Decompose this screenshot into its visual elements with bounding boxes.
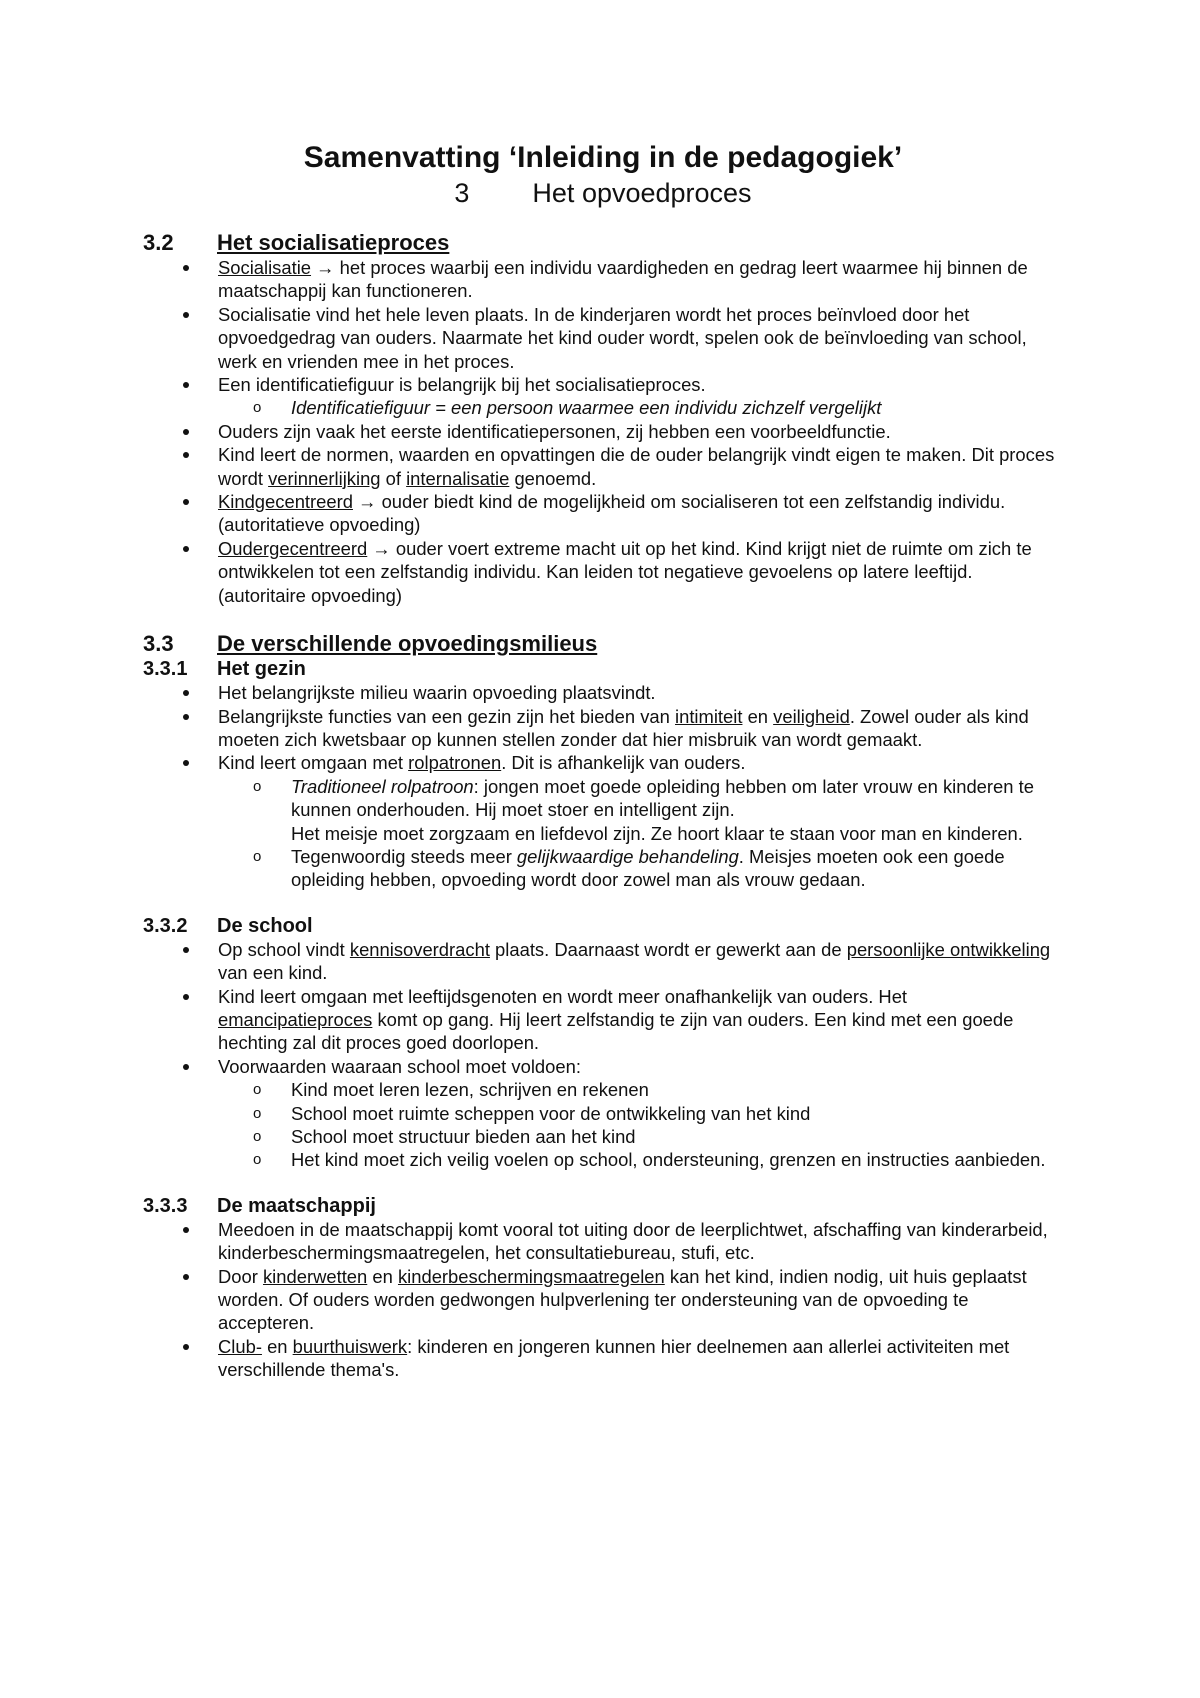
sub-list: [218, 1078, 1063, 1172]
list-item: Ouders zijn vaak het eerste identificatiepersonen, zij hebben een voorbeeldfunctie.: [143, 420, 1063, 443]
spacer: [143, 1172, 1063, 1194]
bullet-dot-icon: [183, 1344, 189, 1350]
bullet-list: [143, 1218, 1063, 1382]
sub-list-item: o Tegenwoordig steeds meer gelijkwaardige behandeling. Meisjes moeten ook een goede opleiding hebben, opvoeding wordt door zowel man als vrouw gedaan.: [253, 845, 1005, 891]
list-item: Oudergecentreerd → ouder voert extreme macht uit op het kind. Kind krijgt niet de ruimte om zich te ontwikkelen tot een zelfstandig individu. Kan leiden tot negatieve gevoelens op latere leeftijd. (autoritaire opvoeding): [143, 537, 1063, 607]
subsection-number: 3.3.3: [143, 1194, 188, 1217]
bullet-dot-icon: [183, 1227, 189, 1233]
bullet-dot-icon: [183, 1064, 189, 1070]
section-number: 3.3: [143, 631, 174, 657]
sub-list-item: o School moet structuur bieden aan het kind: [253, 1126, 636, 1147]
subsection-title: Het gezin: [217, 658, 306, 681]
list-item: Club- en buurthuiswerk: kinderen en jongeren kunnen hier deelnemen aan allerlei activiteiten met verschillende thema's.: [143, 1335, 1063, 1382]
bullet-list: [143, 681, 1063, 892]
section-number: 3.2: [143, 230, 174, 255]
list-item: Meedoen in de maatschappij komt vooral tot uiting door de leerplichtwet, afschaffing van kinderarbeid, kinderbeschermingsmaatregelen, het consultatiebureau, stufi, etc.: [143, 1218, 1063, 1265]
list-item: Kind leert de normen, waarden en opvattingen die de ouder belangrijk vindt eigen te maken. Dit proces wordt verinnerlijking of internalisatie genoemd.: [143, 443, 1063, 490]
list-item: Kind leert omgaan met leeftijdsgenoten en wordt meer onafhankelijk van ouders. Het emancipatieproces komt op gang. Hij leert zelfstandig te zijn van ouders. Een kind met een goede hechting zal dit proces goed doorlopen.: [143, 985, 1063, 1055]
section-heading-3-3: [143, 631, 1063, 657]
bullet-dot-icon: [183, 265, 189, 271]
sub-list-item: o School moet ruimte scheppen voor de ontwikkeling van het kind: [253, 1102, 811, 1124]
subsection-heading-3-3-2: [143, 914, 1063, 938]
sub-list-item: o Kind moet leren lezen, schrijven en rekenen: [253, 1079, 649, 1101]
sub-list: [218, 775, 1063, 892]
list-item: Het belangrijkste milieu waarin opvoeding plaatsvindt.: [143, 681, 1063, 704]
circle-bullet-icon: o: [253, 1081, 262, 1099]
section-heading-3-2: [143, 230, 1063, 256]
list-item: Socialisatie → het proces waarbij een individu vaardigheden en gedrag leert waarmee hij binnen de maatschappij kan functioneren.: [143, 256, 1063, 303]
circle-bullet-icon: o: [253, 777, 262, 795]
bullet-dot-icon: [183, 382, 189, 388]
circle-bullet-icon: o: [253, 1151, 262, 1169]
spacer: [143, 892, 1063, 914]
bullet-dot-icon: [183, 1274, 189, 1280]
section-title: Het socialisatieproces: [217, 230, 450, 255]
chapter-heading: [143, 176, 1063, 210]
bullet-dot-icon: [183, 714, 189, 720]
sub-list-item: o Identificatiefiguur = een persoon waarmee een individu zichzelf vergelijkt: [253, 397, 882, 419]
document-page: [143, 140, 1063, 1382]
bullet-dot-icon: [183, 994, 189, 1000]
subsection-title: De maatschappij: [217, 1194, 376, 1217]
list-item: Op school vindt kennisoverdracht plaats. Daarnaast wordt er gewerkt aan de persoonlijke ontwikkeling van een kind.: [143, 938, 1063, 985]
document-title: Samenvatting ‘Inleiding in de pedagogiek’: [303, 141, 903, 174]
circle-bullet-icon: o: [253, 1128, 262, 1145]
subsection-number: 3.3.2: [143, 914, 188, 937]
chapter-title: Het opvoedproces: [532, 178, 752, 208]
sub-list-item: o Het kind moet zich veilig voelen op school, ondersteuning, grenzen en instructies aanbieden.: [253, 1149, 1046, 1171]
sub-list-item: o Traditioneel rolpatroon: jongen moet goede opleiding hebben om later vrouw en kinderen te kunnen onderhouden. Hij moet stoer en intelligent zijn. Het meisje moet zorgzaam en liefdevol zijn. Ze hoort klaar te staan voor man en kinderen.: [253, 775, 1034, 844]
circle-bullet-icon: o: [253, 399, 262, 417]
bullet-dot-icon: [183, 429, 189, 435]
section-title: De verschillende opvoedingsmilieus: [217, 631, 598, 657]
list-item: Belangrijkste functies van een gezin zijn het bieden van intimiteit en veiligheid. Zowel ouder als kind moeten zich kwetsbaar op kunnen stellen zonder dat hier misbruik van wordt gemaakt.: [143, 705, 1063, 752]
subsection-heading-3-3-1: [143, 657, 1063, 681]
subsection-heading-3-3-3: [143, 1194, 1063, 1218]
list-item: Een identificatiefiguur is belangrijk bij het socialisatieproces. o Identificatiefiguur = een persoon waarmee een individu zichzelf vergelijkt: [143, 373, 1063, 420]
list-item: Door kinderwetten en kinderbeschermingsmaatregelen kan het kind, indien nodig, uit huis geplaatst worden. Of ouders worden gedwongen hulpverlening ter ondersteuning van de opvoeding te accepteren.: [143, 1265, 1063, 1335]
chapter-number: 3: [454, 178, 470, 208]
bullet-list: [143, 256, 1063, 607]
bullet-dot-icon: [183, 546, 189, 552]
list-item: Socialisatie vind het hele leven plaats. In de kinderjaren wordt het proces beïnvloed door het opvoedgedrag van ouders. Naarmate het kind ouder wordt, spelen ook de beïnvloeding van school, werk en vrienden mee in het proces.: [143, 303, 1063, 373]
bullet-list: [143, 938, 1063, 1172]
bullet-dot-icon: [183, 690, 189, 696]
list-item: Kind leert omgaan met rolpatronen. Dit is afhankelijk van ouders. o Traditioneel rolpatroon: jongen moet goede opleiding hebben om later vrouw en kinderen te kunnen onderhouden. Hij moet stoer en intelligent zijn. Het meisje moet zorgzaam en liefdevol zijn. Ze hoort klaar te staan voor man en kinderen. o Tegenwoordig steeds meer gelijkwaardige behandeling. Meisjes moeten ook een goede opleiding hebben, opvoeding wordt door zowel man als vrouw gedaan.: [143, 751, 1063, 891]
circle-bullet-icon: o: [253, 847, 262, 865]
list-item: Kindgecentreerd → ouder biedt kind de mogelijkheid om socialiseren tot een zelfstandig individu. (autoritatieve opvoeding): [143, 490, 1063, 537]
bullet-dot-icon: [183, 947, 189, 953]
circle-bullet-icon: o: [253, 1104, 262, 1122]
bullet-dot-icon: [183, 760, 189, 766]
bullet-dot-icon: [183, 499, 189, 505]
bullet-dot-icon: [183, 452, 189, 458]
sub-list: [218, 396, 1063, 419]
list-item: Voorwaarden waaraan school moet voldoen: o Kind moet leren lezen, schrijven en rekenen o School moet ruimte scheppen voor de ontwikkeling van het kind o School moet structuur bieden aan het kind o Het kind moet zich veilig voelen op school, ondersteuning, grenzen en instructies aanbieden.: [143, 1055, 1063, 1172]
subsection-number: 3.3.1: [143, 658, 188, 681]
bullet-dot-icon: [183, 312, 189, 318]
spacer: [143, 607, 1063, 631]
subsection-title: De school: [217, 914, 313, 937]
